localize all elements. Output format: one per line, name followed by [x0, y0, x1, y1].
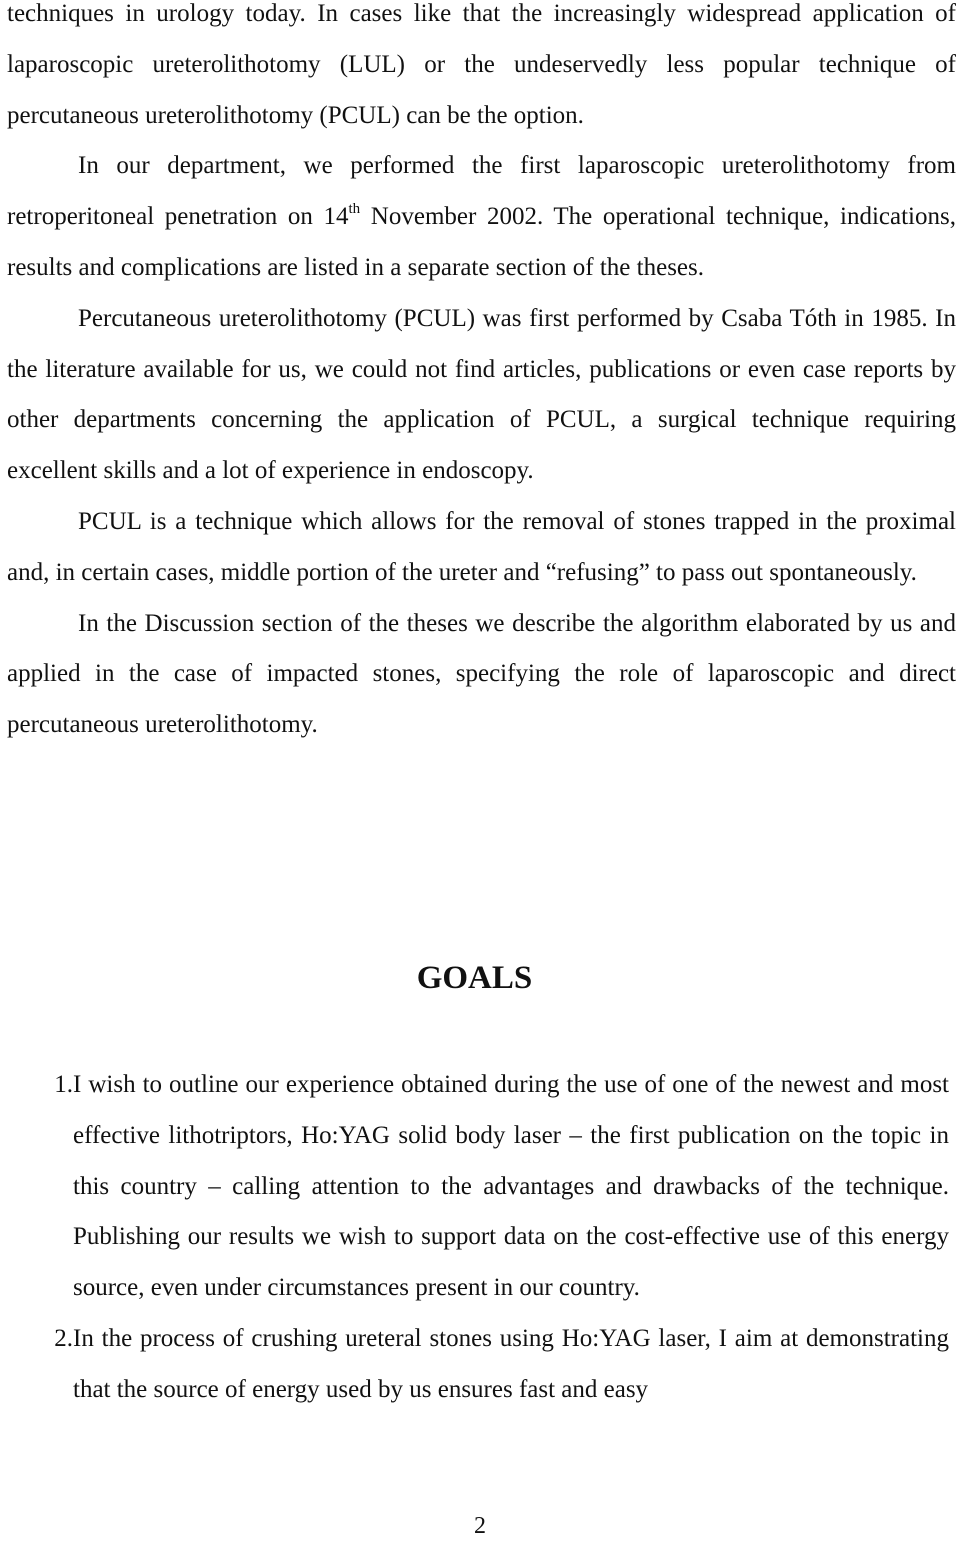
paragraph-pcul-history: Percutaneous ureterolithotomy (PCUL) was first performed by Csaba Tóth in 1985. In the literature available for us, we could not find articles, publications or even case reports by other departments concerning the application of PCUL, a surgical technique requiring excellent skills and a lot of experience in endoscopy.: [7, 304, 956, 485]
paragraph-continuation: techniques in urology today. In cases like that the increasingly widespread application of laparoscopic ureterolithotomy (LUL) or the undeservedly less popular technique of percutaneous ureterolithotomy (PCUL) can be the option.: [7, 0, 956, 129]
list-item: [0, 1314, 949, 1416]
list-item-number: 1.: [54, 1071, 73, 1098]
list-item-text: I wish to outline our experience obtained during the use of one of the newest and most effective lithotriptors, Ho:YAG solid body laser – the first publication on the topic in this country – calling attention to the advantages and drawbacks of the technique. Publishing our results we wish to support data on the cost-effective use of this energy source, even under circumstances present in our country.: [73, 1071, 949, 1302]
page-number: 2: [474, 1513, 486, 1539]
paragraph-discussion: In the Discussion section of the theses we describe the algorithm elaborated by us and applied in the case of impacted stones, specifying the role of laparoscopic and direct percutaneous ureterolithotomy.: [7, 609, 956, 739]
goals-list: [0, 1060, 949, 1416]
list-item-number: 2.: [54, 1324, 73, 1352]
paragraph-laparoscopic-text-start: In our department, we performed the first laparoscopic ureterolithotomy from retroperitoneal penetration on 14: [7, 152, 956, 231]
paragraph-pcul-technique: PCUL is a technique which allows for the removal of stones trapped in the proximal and, in certain cases, middle portion of the ureter and “refusing” to pass out spontaneously.: [7, 507, 956, 586]
list-item-text: In the process of crushing ureteral stones using Ho:YAG laser, I aim at demonstrating that the source of energy used by us ensures fast and easy: [73, 1324, 949, 1403]
list-item: [0, 1060, 949, 1314]
paragraph-laparoscopic: [7, 141, 956, 293]
ordinal-suffix: th: [348, 200, 361, 217]
paragraph-laparoscopic-text-end: November 2002. The operational technique, indications, results and complications are listed in a separate section of the theses.: [7, 203, 956, 281]
goals-heading: GOALS: [416, 960, 533, 996]
document-page: [7, 0, 956, 751]
